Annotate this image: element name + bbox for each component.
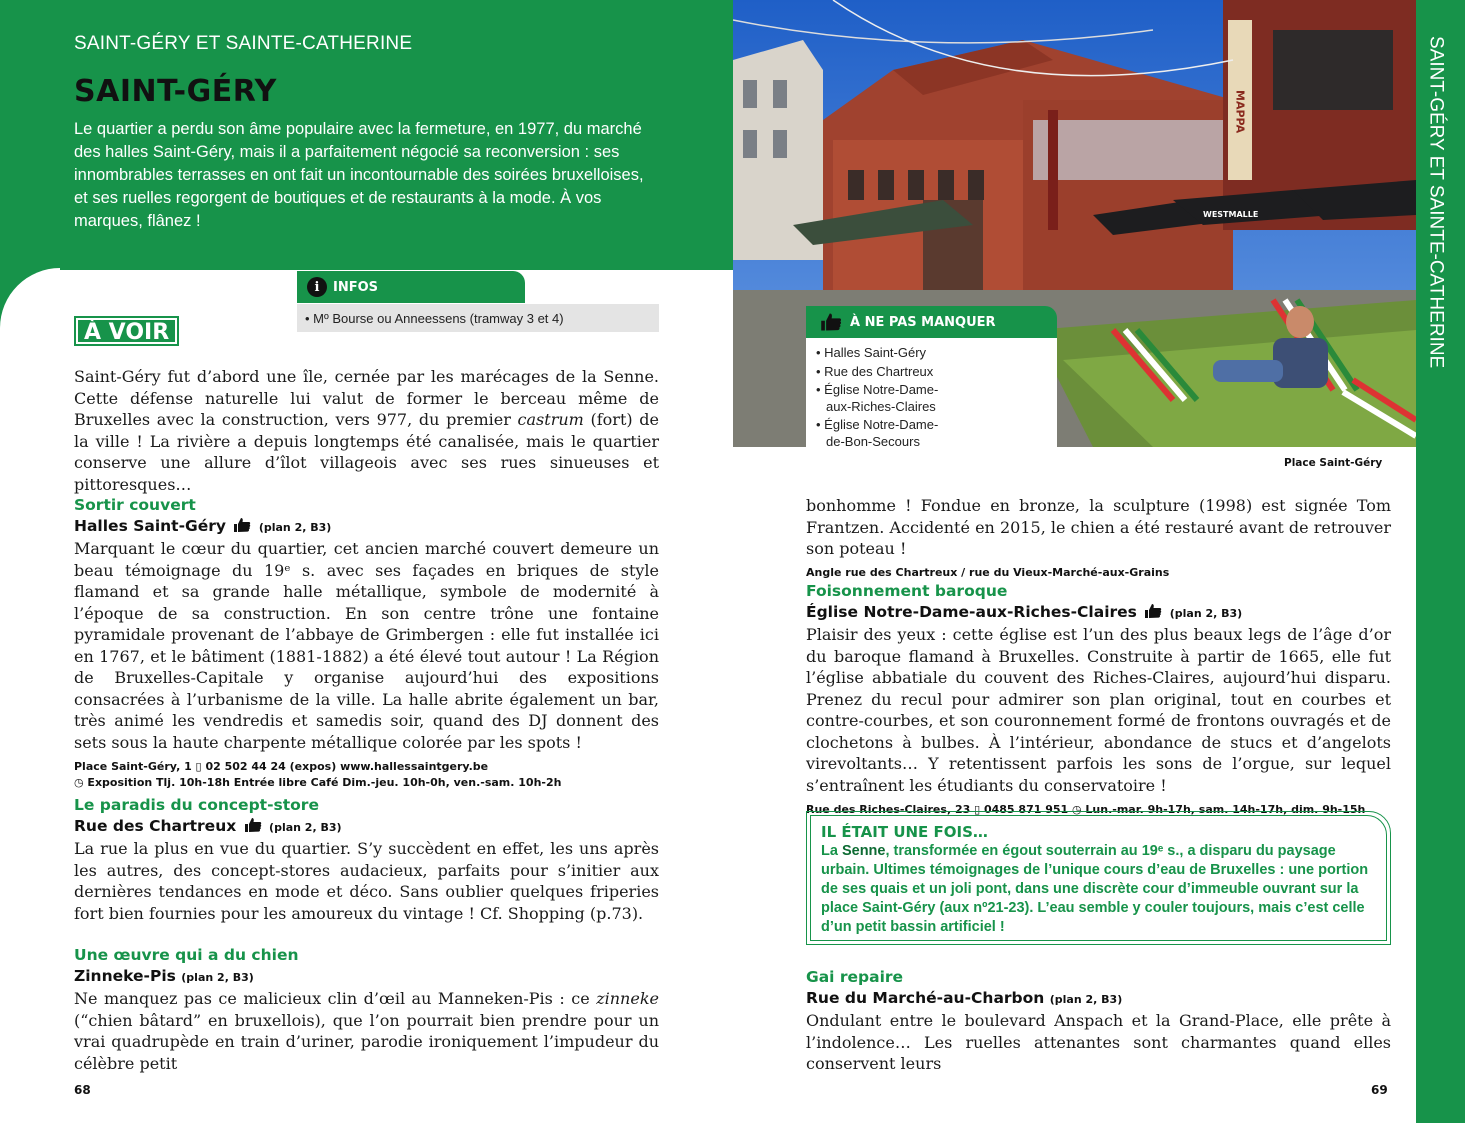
section-title: Une œuvre qui a du chien — [74, 946, 299, 964]
side-tab-label: SAINT-GÉRY ET SAINTE-CATHERINE — [1425, 36, 1447, 369]
il-etait-une-fois-text: La Senne, transformée en égout souterrain au 19ᵉ s., a disparu du paysage urbain. Ultimes témoignages de l’unique cours d’eau de Bruxelles : une portion de ses quais et un joli pont, dans une discrète cour d’immeuble ouvrant sur la place Saint-Géry (aux nº21-23). L’eau semble y couler toujours, mais c’est celle d’un petit bassin artificiel ! — [821, 843, 1369, 935]
a-ne-pas-manquer-list — [806, 338, 1057, 447]
page-title: SAINT-GÉRY — [74, 74, 277, 109]
chartreux-block — [74, 795, 659, 924]
parasol-text: WESTMALLE — [1203, 210, 1259, 219]
charbon-text: Ondulant entre le boulevard Anspach et la Grand-Place, elle prête à l’indolence… Les ruelles attenantes sont charmantes quand elles conservent leurs — [806, 1011, 1391, 1073]
a-voir-heading: À VOIR — [74, 316, 179, 346]
halles-hours: ◷ Exposition Tlj. 10h-18h Entrée libre Café Dim.-jeu. 10h-0h, ven.-sam. 10h-2h — [74, 776, 562, 789]
intro-text: Le quartier a perdu son âme populaire avec la fermeture, en 1977, du marché des halles Saint-Géry, mais il a parfaitement négocié sa reconversion : ses innombrables terrasses en ont fait un incontournable des soirées bruxelloises, et ses ruelles regorgent de boutiques et de restaurants à la mode. À vos marques, flânez ! — [74, 120, 644, 230]
chartreux-text: La rue la plus en vue du quartier. S’y succèdent en effet, les uns après les autres, des concept-stores audacieux, parfaits pour s’initier aux dernières tendances en mode et déco. Sans oublier quelques friperies fort bien fournies pour les amoureux du vintage ! Cf. Shopping (p.73). — [74, 839, 659, 923]
zinneke-address: Angle rue des Chartreux / rue du Vieux-Marché-aux-Grains — [806, 565, 1170, 579]
place-name: Halles Saint-Géry — [74, 517, 226, 535]
list-item: • Halles Saint-Géry — [816, 345, 927, 360]
plan-ref: (plan 2, B3) — [181, 971, 254, 984]
list-item: de-Bon-Secours — [826, 433, 920, 449]
section-title: Le paradis du concept-store — [74, 796, 319, 814]
photo-caption: Place Saint-Géry — [1284, 457, 1383, 469]
thumbs-up-icon — [244, 817, 262, 833]
thumbs-up-icon — [820, 312, 842, 332]
thumbs-up-icon — [233, 517, 251, 533]
list-item: aux-Riches-Claires — [826, 398, 936, 414]
il-etait-une-fois-box — [810, 815, 1387, 941]
il-etait-une-fois-title: IL ÉTAIT UNE FOIS… — [821, 823, 988, 841]
infos-label: INFOS — [333, 279, 379, 295]
plan-ref: (plan 2, B3) — [1049, 993, 1123, 1006]
place-name: Église Notre-Dame-aux-Riches-Claires — [806, 603, 1137, 621]
plan-ref: (plan 2, B3) — [258, 521, 332, 534]
eglise-text: Plaisir des yeux : cette église est l’un des plus beaux legs de l’âge d’or du baroque flamand à Bruxelles. Construite à partir de 1665, elle fut l’église abbatiale du couvent des Riches-Claires, aujourd’hui disparu. Prenez du recul pour admirer son plan original, tout en courbes et contre-courbes, et son couronnement formé de frontons ouvragés et de clochetons à bulbes. À l’intérieur, abondance de stucs et d’angelots virevoltants… Y retentissent parfois les sons de l’orgue, sur lequel s’entraînent les étudiants du conservatoire ! — [806, 625, 1391, 795]
halles-address: Place Saint-Géry, 1 ▯ 02 502 44 24 (expos) www.hallessaintgery.be — [74, 760, 489, 773]
halles-block — [74, 495, 659, 791]
plan-ref: (plan 2, B3) — [269, 821, 342, 834]
zinneke-continued — [806, 495, 1391, 581]
zinneke-block — [74, 945, 659, 1074]
section-title: Gai repaire — [806, 968, 904, 986]
eglise-address: Rue des Riches-Claires, 23 ▯ 0485 871 951 ◷ Lun.-mar. 9h-17h, sam. 14h-17h, dim. 9h-15h — [806, 803, 1366, 816]
place-name: Rue des Chartreux — [74, 817, 237, 835]
charbon-block — [806, 967, 1391, 1075]
zinneke-text-continued: bonhomme ! Fondue en bronze, la sculpture (1998) est signée Tom Frantzen. Accidenté en 2015, le chien a été restauré avant de retrouver son poteau ! — [806, 496, 1391, 558]
page-number-right: 69 — [1371, 1083, 1388, 1097]
info-icon: i — [307, 277, 327, 297]
section-title: Foisonnement baroque — [806, 582, 1008, 600]
eglise-block — [806, 581, 1391, 818]
page-number-left: 68 — [74, 1083, 91, 1097]
thumbs-up-icon — [1144, 603, 1162, 619]
a-ne-pas-manquer-label: À NE PAS MANQUER — [850, 314, 996, 330]
list-item: • Rue des Chartreux — [816, 363, 934, 379]
halles-text: Marquant le cœur du quartier, cet ancien marché couvert demeure un beau témoignage du 19ᵉ s. avec ses façades en briques de style flamand et sa grande halle métallique, symbole de modernité à l’époque de sa construction. En son centre trône une fontaine pyramidale provenant de l’abbaye de Grimbergen : elle fut installée ici en 1767, et le bâtiment (1881-1882) a été élevé tout autour ! La Région de Bruxelles-Capitale y organise aujourd’hui des expositions consacrées à l’urbanisme de la ville. La halle abrite également un bar, très animé les vendredis et samedis soir, quand des DJ donnent des sets sous la haute charpente métallique colorée par les spots ! — [74, 539, 659, 752]
place-name: Rue du Marché-au-Charbon — [806, 989, 1045, 1007]
mappa-sign: MAPPA — [1233, 90, 1247, 134]
zinneke-text: Ne manquez pas ce malicieux clin d’œil au Manneken-Pis : ce zinneke (“chien bâtard” en bruxellois), que l’on pourrait bien prendre pour un vrai quadrupède en train d’uriner, parodie ironiquement l’impudeur du célèbre petit — [74, 989, 659, 1073]
infos-item: • Mº Bourse ou Anneessens (tramway 3 et 4) — [297, 304, 659, 332]
a-voir-intro: Saint-Géry fut d’abord une île, cernée par les marécages de la Senne. Cette défense naturelle lui valut de former le berceau même de Bruxelles avec la construction, vers 977, du premier castrum (fort) de la ville ! La rivière a depuis longtemps été canalisée, mais le quartier conserve une allure d’îlot villageois avec ses rues sinueuses et pittoresques… — [74, 367, 659, 494]
infos-header — [297, 271, 525, 303]
plan-ref: (plan 2, B3) — [1169, 607, 1243, 620]
section-title: Sortir couvert — [74, 496, 196, 514]
list-item: • Église Notre-Dame- — [816, 382, 939, 397]
list-item: • Église Notre-Dame- — [816, 417, 939, 432]
a-ne-pas-manquer-header — [806, 306, 1057, 338]
place-name: Zinneke-Pis — [74, 967, 176, 985]
district-heading: SAINT-GÉRY ET SAINTE-CATHERINE — [74, 33, 413, 54]
